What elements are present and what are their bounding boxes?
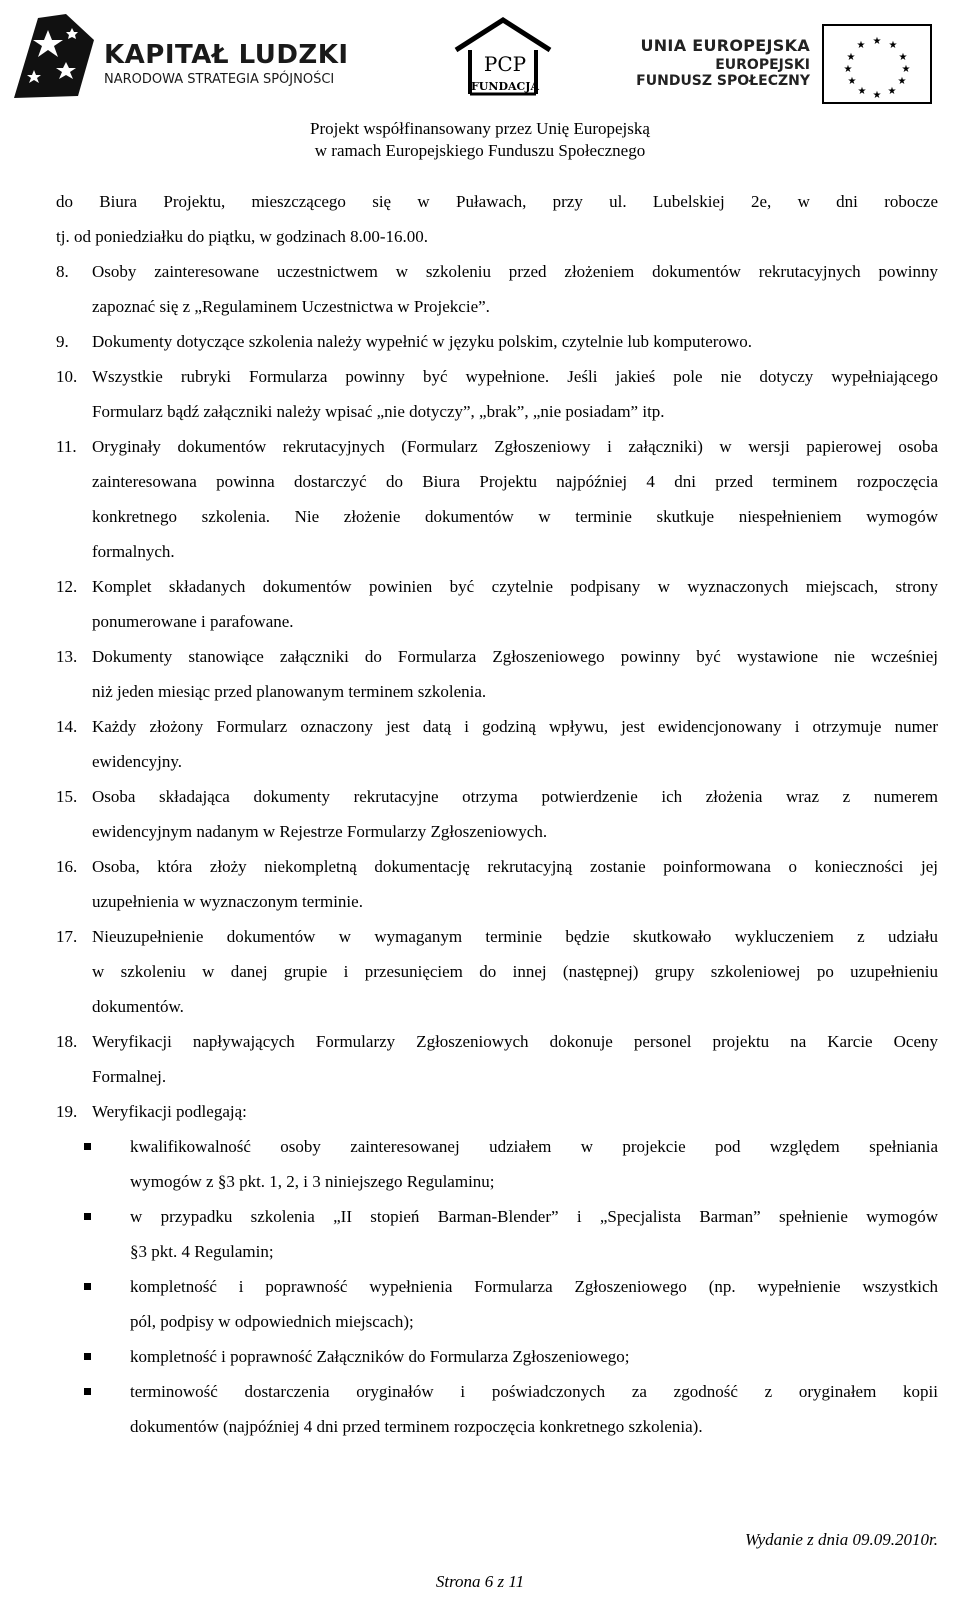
square-bullet-icon	[80, 1339, 130, 1374]
list-item	[56, 1024, 938, 1094]
bullet-item	[80, 1129, 938, 1199]
list-item-number: 10.	[56, 367, 78, 386]
list-item	[56, 709, 938, 779]
bullet-line: kompletność i poprawność Załączników do Formularza Zgłoszeniowego;	[130, 1347, 630, 1366]
list-item	[56, 779, 938, 849]
bullet-line: dokumentów (najpóźniej 4 dni przed terminem rozpoczęcia konkretnego szkolenia).	[130, 1417, 703, 1436]
ue-efs-label	[636, 36, 810, 89]
bullet-line: pól, podpisy w odpowiednich miejscach);	[130, 1312, 414, 1331]
bullet-line: w przypadku szkolenia „II stopień Barman-Blender” i „Specjalista Barman” spełnienie wymogów	[130, 1207, 938, 1226]
bullet-line: terminowość dostarczenia oryginałów i poświadczonych za zgodność z oryginałem kopii	[130, 1382, 938, 1401]
list-item-text	[92, 569, 938, 639]
list-item	[56, 919, 938, 1024]
list-item	[56, 254, 938, 324]
list-item-line: Każdy złożony Formularz oznaczony jest datą i godziną wpływu, jest ewidencjonowany i otrzymuje numer	[92, 717, 938, 736]
svg-text:★: ★	[901, 64, 911, 75]
list-item-line: Formularz bądź załączniki należy wpisać „nie dotyczy”, „brak”, „nie posiadam” itp.	[92, 402, 665, 421]
list-item	[56, 639, 938, 709]
list-item-line: zainteresowana powinna dostarczyć do Biura Projektu najpóźniej 4 dni przed terminem rozpoczęcia	[92, 472, 938, 491]
svg-text:★: ★	[887, 86, 897, 97]
list-item-line: ewidencyjnym nadanym w Rejestrze Formularzy Zgłoszeniowych.	[92, 822, 548, 841]
list-item-text	[92, 254, 938, 324]
list-item	[56, 849, 938, 919]
list-item-line: niż jeden miesiąc przed planowanym terminem szkolenia.	[92, 682, 487, 701]
bullet-text	[130, 1199, 938, 1269]
kapital-ludzki-subtitle: NARODOWA STRATEGIA SPÓJNOŚCI	[104, 72, 335, 87]
list-item-text	[92, 849, 938, 919]
list-item-number: 12.	[56, 577, 78, 596]
list-item-number: 17.	[56, 927, 78, 946]
list-item-number: 13.	[56, 647, 78, 666]
bullet-item	[80, 1374, 938, 1444]
list-item-line: ewidencyjny.	[92, 752, 183, 771]
list-item-line: Nieuzupełnienie dokumentów w wymaganym terminie będzie skutkowało wykluczeniem z udziału	[92, 927, 938, 946]
square-bullet-icon	[80, 1129, 130, 1199]
svg-text:★: ★	[872, 36, 882, 47]
cofinancing-line-1: Projekt współfinansowany przez Unię Europejską	[310, 119, 650, 138]
svg-text:★: ★	[846, 52, 856, 63]
intro-line-2: tj. od poniedziałku do piątku, w godzinach 8.00-16.00.	[56, 227, 429, 246]
bullet-line: wymogów z §3 pkt. 1, 2, i 3 niniejszego Regulaminu;	[130, 1172, 495, 1191]
page-header	[0, 0, 960, 170]
list-item-number: 15.	[56, 787, 78, 806]
list-item-number: 8.	[56, 262, 69, 281]
list-item-line: formalnych.	[92, 542, 175, 561]
eu-flag-icon	[822, 24, 932, 104]
svg-text:★: ★	[856, 40, 866, 51]
list-item-text	[92, 324, 938, 359]
numbered-list	[56, 254, 938, 1129]
list-item-number: 9.	[56, 332, 69, 351]
list-item	[56, 359, 938, 429]
bullet-line: kwalifikowalność osoby zainteresowanej udziałem w projekcie pod względem spełniania	[130, 1137, 938, 1156]
edition-date: Wydanie z dnia 09.09.2010r.	[745, 1530, 938, 1549]
svg-text:★: ★	[872, 90, 882, 101]
list-item-line: Weryfikacji napływających Formularzy Zgłoszeniowych dokonuje personel projektu na Karcie Oceny	[92, 1032, 938, 1051]
bullet-item	[80, 1199, 938, 1269]
list-item-line: Osoby zainteresowane uczestnictwem w szkoleniu przed złożeniem dokumentów rekrutacyjnych powinny	[92, 262, 938, 281]
svg-text:★: ★	[843, 64, 853, 75]
svg-text:★: ★	[888, 40, 898, 51]
ue-line-2: EUROPEJSKI	[715, 57, 810, 73]
list-item-line: Osoba, która złoży niekompletną dokumentację rekrutacyjną zostanie poinformowana o konieczności jej	[92, 857, 938, 876]
document-body	[56, 184, 938, 1444]
list-item-line: w szkoleniu w danej grupie i przesunięciem do innej (następnej) grupy szkoleniowej po uzupełnieniu	[92, 962, 938, 981]
list-item	[56, 324, 938, 359]
list-item-text	[92, 359, 938, 429]
bullet-line: kompletność i poprawność wypełnienia Formularza Zgłoszeniowego (np. wypełnienie wszystkich	[130, 1277, 938, 1296]
bullet-text	[130, 1129, 938, 1199]
bullet-item	[80, 1339, 938, 1374]
list-item-text	[92, 919, 938, 1024]
svg-text:★: ★	[898, 52, 908, 63]
list-item-number: 16.	[56, 857, 78, 876]
page-number: Strona 6 z 11	[435, 1572, 525, 1591]
bullet-text	[130, 1374, 938, 1444]
list-item-line: Dokumenty dotyczące szkolenia należy wypełnić w języku polskim, czytelnie lub komputerowo.	[92, 332, 752, 351]
list-item-line: Formalnej.	[92, 1067, 167, 1086]
list-item-line: Osoba składająca dokumenty rekrutacyjne otrzyma potwierdzenie ich złożenia wraz z numerem	[92, 787, 938, 806]
list-item	[56, 569, 938, 639]
cofinancing-note	[0, 118, 960, 162]
ue-line-3: FUNDUSZ SPOŁECZNY	[636, 73, 810, 89]
pcp-logo-text: PCP	[483, 52, 527, 76]
cofinancing-line-2: w ramach Europejskiego Funduszu Społecznego	[314, 141, 646, 160]
list-item-text	[92, 429, 938, 569]
list-item-line: uzupełnienia w wyznaczonym terminie.	[92, 892, 363, 911]
square-bullet-icon	[80, 1269, 130, 1339]
list-item-number: 11.	[56, 437, 77, 456]
list-item-text	[92, 1094, 938, 1129]
list-item-text	[92, 709, 938, 779]
list-item	[56, 1094, 938, 1129]
list-item	[56, 429, 938, 569]
list-item-line: dokumentów.	[92, 997, 184, 1016]
list-item-number: 18.	[56, 1032, 78, 1051]
bullet-item	[80, 1269, 938, 1339]
list-item-line: Dokumenty stanowiące załączniki do Formularza Zgłoszeniowego powinny być wystawione nie wcześniej	[92, 647, 938, 666]
list-item-text	[92, 1024, 938, 1094]
svg-text:★: ★	[897, 76, 907, 87]
list-item-line: zapoznać się z „Regulaminem Uczestnictwa w Projekcie”.	[92, 297, 490, 316]
list-item-line: konkretnego szkolenia. Nie złożenie dokumentów w terminie skutkuje niespełnieniem wymogów	[92, 507, 938, 526]
list-item-number: 14.	[56, 717, 78, 736]
list-item-line: Komplet składanych dokumentów powinien być czytelnie podpisany w wyznaczonych miejscach, strony	[92, 577, 938, 596]
svg-text:★: ★	[857, 86, 867, 97]
pcp-logo-subtext: FUNDACJA	[470, 80, 540, 93]
list-item-line: Oryginały dokumentów rekrutacyjnych (Formularz Zgłoszeniowy i załączniki) w wersji papierowej osoba	[92, 437, 938, 456]
list-item-number: 19.	[56, 1102, 78, 1121]
list-item-line: Weryfikacji podlegają:	[92, 1102, 247, 1121]
kapital-ludzki-title: KAPITAŁ LUDZKI	[104, 40, 349, 70]
list-item-text	[92, 779, 938, 849]
bullet-text	[130, 1339, 938, 1374]
list-item-line: ponumerowane i parafowane.	[92, 612, 294, 631]
list-item-line: Wszystkie rubryki Formularza powinny być wypełnione. Jeśli jakieś pole nie dotyczy wypełniającego	[92, 367, 938, 386]
square-bullet-icon	[80, 1374, 130, 1444]
bullet-text	[130, 1269, 938, 1339]
bullet-line: §3 pkt. 4 Regulamin;	[130, 1242, 274, 1261]
ue-line-1: UNIA EUROPEJSKA	[640, 36, 810, 55]
intro-line-1: do Biura Projektu, mieszczącego się w Puławach, przy ul. Lubelskiej 2e, w dni robocze	[56, 192, 938, 211]
square-bullet-icon	[80, 1199, 130, 1269]
bullet-list	[80, 1129, 938, 1444]
list-item-text	[92, 639, 938, 709]
svg-text:★: ★	[847, 76, 857, 87]
